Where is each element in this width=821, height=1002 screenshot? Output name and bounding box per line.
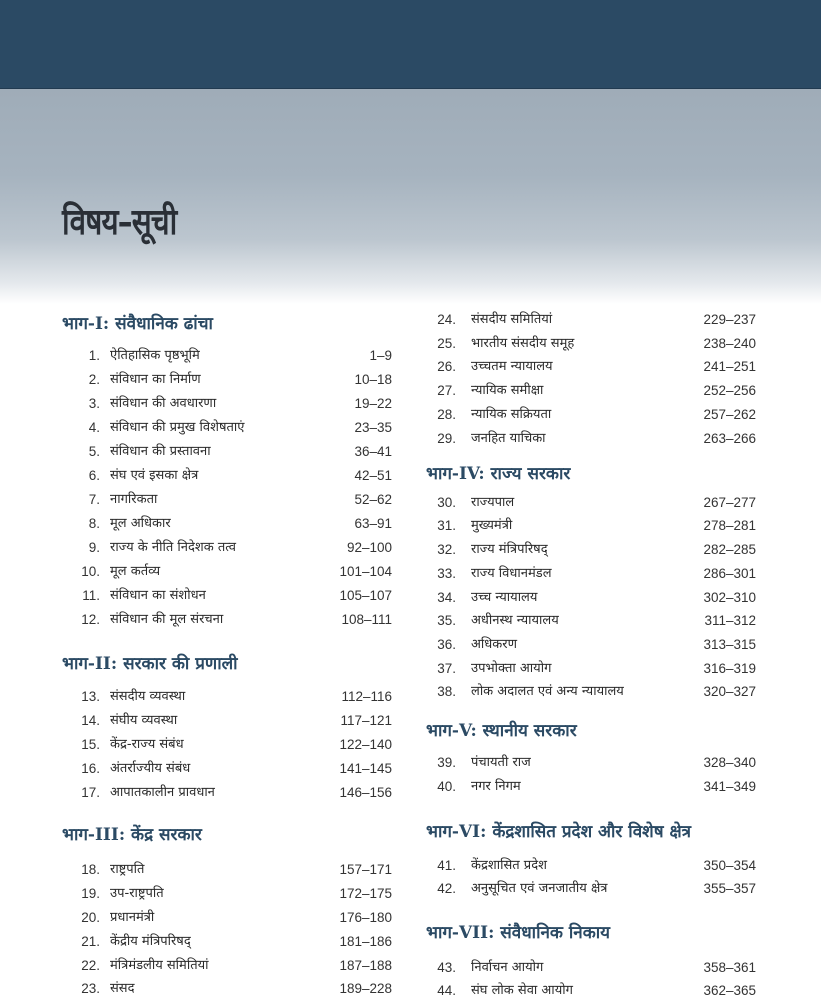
entry-pages: 141–145 [339, 761, 392, 776]
entry-title: संविधान की प्रमुख विशेषताएं [110, 420, 245, 435]
entry-number: 3. [88, 396, 100, 411]
entry-pages: 63–91 [354, 516, 392, 531]
entry-title: मंत्रिमंडलीय समितियां [110, 958, 209, 973]
entry-title: संसदीय समितियां [471, 312, 553, 327]
entry-number: 41. [437, 858, 456, 873]
toc-entry[interactable] [426, 492, 756, 514]
entry-number: 22. [81, 958, 100, 973]
toc-entry[interactable] [426, 610, 756, 632]
entry-number: 34. [437, 590, 456, 605]
entry-title: न्यायिक सक्रियता [471, 407, 552, 422]
section-heading-part-1: भाग-I: संवैधानिक ढांचा [62, 314, 213, 334]
entry-number: 20. [81, 910, 100, 925]
entry-pages: 172–175 [339, 886, 392, 901]
toc-entry[interactable] [62, 978, 392, 1000]
toc-entry[interactable] [426, 380, 756, 402]
entry-pages: 238–240 [703, 336, 756, 351]
entry-title: मुख्यमंत्री [471, 518, 513, 533]
entry-title: अधीनस्थ न्यायालय [471, 613, 559, 628]
toc-entry[interactable] [62, 561, 392, 583]
entry-number: 29. [437, 431, 456, 446]
entry-title: लोक अदालत एवं अन्य न्यायालय [471, 684, 624, 699]
entry-number: 39. [437, 755, 456, 770]
entry-number: 42. [437, 881, 456, 896]
entry-number: 32. [437, 542, 456, 557]
entry-number: 7. [88, 492, 100, 507]
entry-title: अनुसूचित एवं जनजातीय क्षेत्र [471, 881, 608, 896]
entry-number: 27. [437, 383, 456, 398]
entry-number: 15. [81, 737, 100, 752]
entry-pages: 157–171 [339, 862, 392, 877]
toc-entry[interactable] [62, 537, 392, 559]
toc-entry[interactable] [426, 428, 756, 450]
entry-number: 8. [88, 516, 100, 531]
entry-pages: 278–281 [703, 518, 756, 533]
section-heading-part-3: भाग-III: केंद्र सरकार [62, 825, 202, 845]
entry-pages: 358–361 [703, 960, 756, 975]
toc-entry[interactable] [62, 686, 392, 708]
toc-entry[interactable] [426, 587, 756, 609]
toc-entry[interactable] [426, 563, 756, 585]
entry-pages: 101–104 [339, 564, 392, 579]
entry-number: 38. [437, 684, 456, 699]
entry-pages: 92–100 [346, 540, 392, 555]
entry-pages: 257–262 [703, 407, 756, 422]
entry-pages: 10–18 [354, 372, 392, 387]
entry-number: 1. [88, 348, 100, 363]
entry-number: 26. [437, 359, 456, 374]
entry-pages: 241–251 [703, 359, 756, 374]
entry-pages: 311–312 [704, 613, 756, 628]
entry-number: 24. [437, 312, 456, 327]
entry-pages: 252–256 [703, 383, 756, 398]
entry-title: जनहित याचिका [471, 431, 546, 446]
entry-title: उच्चतम न्यायालय [471, 359, 553, 374]
toc-entry[interactable] [62, 513, 392, 535]
toc-entry[interactable] [426, 855, 756, 877]
entry-number: 2. [88, 372, 100, 387]
entry-title: संविधान का संशोधन [110, 588, 206, 603]
entry-pages: 189–228 [339, 981, 392, 996]
entry-number: 28. [437, 407, 456, 422]
toc-entry[interactable] [62, 955, 392, 977]
entry-title: उप-राष्ट्रपति [110, 886, 164, 901]
toc-entry[interactable] [426, 539, 756, 561]
entry-number: 40. [437, 779, 456, 794]
entry-pages: 19–22 [354, 396, 392, 411]
entry-pages: 282–285 [703, 542, 756, 557]
entry-pages: 328–340 [703, 755, 756, 770]
toc-entry[interactable] [62, 758, 392, 780]
toc-entry[interactable] [62, 883, 392, 905]
entry-title: नगर निगम [471, 779, 521, 794]
entry-number: 43. [437, 960, 456, 975]
entry-number: 11. [82, 588, 100, 603]
entry-title: राज्य के नीति निदेशक तत्व [110, 540, 236, 555]
entry-pages: 122–140 [339, 737, 392, 752]
toc-entry[interactable] [426, 681, 756, 703]
entry-title: न्यायिक समीक्षा [471, 383, 544, 398]
toc-entry[interactable] [426, 658, 756, 680]
entry-pages: 52–62 [354, 492, 392, 507]
entry-pages: 176–180 [339, 910, 392, 925]
entry-number: 12. [81, 612, 100, 627]
entry-title: आपातकालीन प्रावधान [110, 785, 215, 800]
entry-number: 37. [437, 661, 456, 676]
toc-entry[interactable] [426, 878, 756, 900]
toc-entry[interactable] [426, 404, 756, 426]
toc-entry[interactable] [426, 515, 756, 537]
entry-title: संविधान की प्रस्तावना [110, 444, 211, 459]
entry-number: 16. [81, 761, 100, 776]
section-heading-part-6: भाग-VI: केंद्रशासित प्रदेश और विशेष क्षेत्र [426, 822, 692, 842]
entry-title: अंतर्राज्यीय संबंध [110, 761, 191, 776]
entry-number: 17. [81, 785, 100, 800]
entry-title: संसदीय व्यवस्था [110, 689, 186, 704]
toc-entry[interactable] [62, 465, 392, 487]
entry-number: 6. [88, 468, 100, 483]
entry-number: 25. [437, 336, 456, 351]
entry-title: संविधान का निर्माण [110, 372, 201, 387]
section-heading-part-2: भाग-II: सरकार की प्रणाली [62, 654, 238, 674]
entry-title: उच्च न्यायालय [471, 590, 538, 605]
entry-number: 36. [437, 637, 456, 652]
entry-number: 33. [437, 566, 456, 581]
entry-title: पंचायती राज [471, 755, 531, 770]
entry-title: मूल कर्तव्य [110, 564, 161, 579]
entry-title: ऐतिहासिक पृष्ठभूमि [110, 348, 200, 363]
toc-entry[interactable] [426, 957, 756, 979]
toc-entry[interactable] [426, 752, 756, 774]
entry-title: संघ एवं इसका क्षेत्र [110, 468, 199, 483]
entry-pages: 267–277 [703, 495, 756, 510]
entry-title: संघीय व्यवस्था [110, 713, 178, 728]
entry-pages: 108–111 [341, 612, 392, 627]
toc-entry[interactable] [62, 931, 392, 953]
entry-pages: 286–301 [703, 566, 756, 581]
entry-title: निर्वाचन आयोग [471, 960, 544, 975]
entry-pages: 146–156 [339, 785, 392, 800]
toc-entry[interactable] [426, 980, 756, 1002]
entry-title: संविधान की अवधारणा [110, 396, 217, 411]
toc-entry[interactable] [426, 776, 756, 798]
entry-title: राज्य मंत्रिपरिषद् [471, 542, 548, 557]
entry-pages: 105–107 [339, 588, 392, 603]
entry-title: राष्ट्रपति [110, 862, 145, 877]
entry-title: भारतीय संसदीय समूह [471, 336, 575, 351]
entry-number: 9. [88, 540, 100, 555]
entry-pages: 302–310 [703, 590, 756, 605]
toc-entry[interactable] [62, 734, 392, 756]
entry-title: केंद्रशासित प्रदेश [471, 858, 547, 873]
toc-entry[interactable] [426, 309, 756, 331]
entry-title: राज्य विधानमंडल [471, 566, 552, 581]
entry-number: 44. [437, 983, 456, 998]
entry-pages: 362–365 [703, 983, 756, 998]
entry-title: उपभोक्ता आयोग [471, 661, 552, 676]
section-heading-part-4: भाग-IV: राज्य सरकार [426, 464, 571, 484]
entry-pages: 1–9 [369, 348, 392, 363]
toc-entry[interactable] [62, 369, 392, 391]
entry-number: 5. [88, 444, 100, 459]
toc-entry[interactable] [62, 345, 392, 367]
entry-title: अधिकरण [471, 637, 517, 652]
entry-number: 4. [88, 420, 100, 435]
toc-entry[interactable] [62, 489, 392, 511]
toc-entry[interactable] [62, 710, 392, 732]
entry-title: संविधान की मूल संरचना [110, 612, 224, 627]
toc-entry[interactable] [426, 333, 756, 355]
entry-title: प्रधानमंत्री [110, 910, 155, 925]
entry-title: संघ लोक सेवा आयोग [471, 983, 573, 998]
section-heading-part-5: भाग-V: स्थानीय सरकार [426, 721, 577, 741]
entry-title: नागरिकता [110, 492, 158, 507]
section-heading-part-7: भाग-VII: संवैधानिक निकाय [426, 923, 611, 943]
entry-number: 31. [437, 518, 456, 533]
entry-pages: 112–116 [341, 689, 392, 704]
page-title: विषय–सूची [62, 202, 177, 243]
entry-pages: 313–315 [703, 637, 756, 652]
entry-title: केंद्रीय मंत्रिपरिषद् [110, 934, 191, 949]
toc-entry[interactable] [62, 417, 392, 439]
entry-title: संसद [110, 981, 135, 996]
entry-number: 10. [81, 564, 100, 579]
entry-number: 14. [81, 713, 100, 728]
toc-entry[interactable] [62, 859, 392, 881]
entry-number: 18. [81, 862, 100, 877]
entry-number: 21. [81, 934, 100, 949]
entry-number: 23. [81, 981, 100, 996]
toc-entry[interactable] [62, 393, 392, 415]
toc-entry[interactable] [426, 634, 756, 656]
entry-title: मूल अधिकार [110, 516, 171, 531]
toc-entry[interactable] [426, 356, 756, 378]
toc-entry[interactable] [62, 585, 392, 607]
entry-pages: 187–188 [339, 958, 392, 973]
toc-entry[interactable] [62, 441, 392, 463]
entry-pages: 341–349 [703, 779, 756, 794]
header-band [0, 0, 821, 89]
entry-pages: 355–357 [703, 881, 756, 896]
entry-pages: 316–319 [703, 661, 756, 676]
entry-number: 19. [81, 886, 100, 901]
entry-pages: 320–327 [703, 684, 756, 699]
entry-pages: 229–237 [703, 312, 756, 327]
entry-pages: 117–121 [340, 713, 392, 728]
entry-pages: 263–266 [703, 431, 756, 446]
toc-entry[interactable] [62, 609, 392, 631]
entry-pages: 36–41 [354, 444, 392, 459]
entry-pages: 42–51 [354, 468, 392, 483]
entry-number: 30. [437, 495, 456, 510]
entry-number: 13. [81, 689, 100, 704]
entry-pages: 23–35 [354, 420, 392, 435]
entry-title: राज्यपाल [471, 495, 515, 510]
entry-title: केंद्र-राज्य संबंध [110, 737, 184, 752]
toc-entry[interactable] [62, 907, 392, 929]
entry-number: 35. [437, 613, 456, 628]
entry-pages: 350–354 [703, 858, 756, 873]
entry-pages: 181–186 [339, 934, 392, 949]
toc-entry[interactable] [62, 782, 392, 804]
